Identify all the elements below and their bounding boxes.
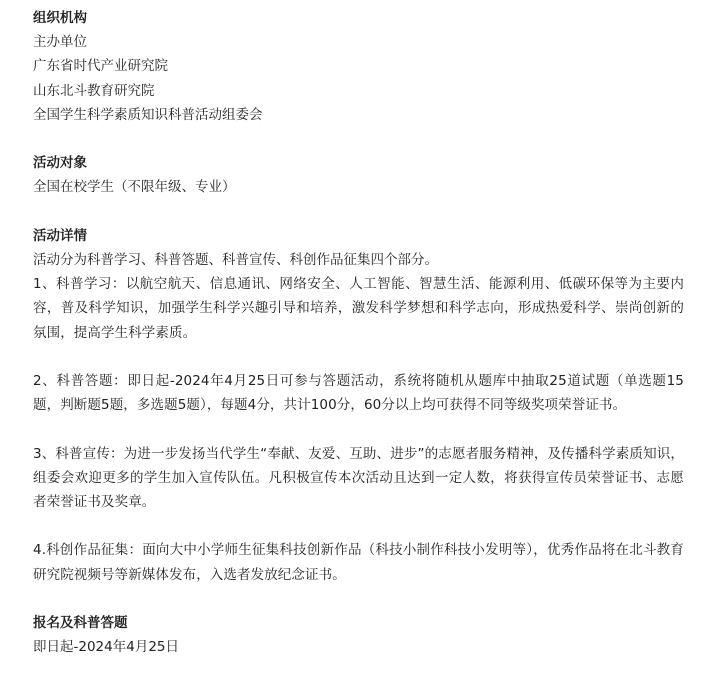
details-section-title: 活动详情 xyxy=(33,227,87,244)
target-section-title: 活动对象 xyxy=(33,155,87,172)
host-org-3: 全国学生科学素质知识科普活动组委会 xyxy=(33,106,263,123)
host-org-2: 山东北斗教育研究院 xyxy=(33,82,155,99)
signup-section-title: 报名及科普答题 xyxy=(33,614,128,631)
signup-text: 即日起-2024年4月25日 xyxy=(33,639,179,656)
spacer xyxy=(33,127,684,151)
details-item-3: 3、科普宣传：为进一步发扬当代学生“奉献、友爱、互助、进步”的志愿者服务精神，及传播科学素质知识，组委会欢迎更多的学生加入宣传队伍。凡积极宣传本次活动且达到一定人数，将获得宣传员荣誉证书、志愿者荣誉证书及奖章。 xyxy=(33,445,684,510)
target-text: 全国在校学生（不限年级、专业） xyxy=(33,179,236,196)
spacer xyxy=(33,345,684,369)
spacer xyxy=(33,417,684,441)
details-item-1: 1、科普学习：以航空航天、信息通讯、网络安全、人工智能、智慧生活、能源利用、低碳环保等为主要内容，普及科学知识，加强学生科学兴趣引导和培养，激发科学梦想和科学志向，形成热爱科学、崇尚创新的氛围，提高学生科学素质。 xyxy=(33,276,684,341)
spacer xyxy=(33,200,684,224)
details-item-2: 2、科普答题：即日起-2024年4月25日可参与答题活动，系统将随机从题库中抽取25道试题（单选题15题，判断题5题，多选题5题），每题4分，共计100分，60分以上均可获得不同等级奖项荣誉证书。 xyxy=(33,373,684,414)
spacer xyxy=(33,514,684,538)
details-intro: 活动分为科普学习、科普答题、科普宣传、科创作品征集四个部分。 xyxy=(33,252,438,268)
org-section-title: 组织机构 xyxy=(33,10,87,26)
spacer xyxy=(33,587,684,611)
host-org-1: 广东省时代产业研究院 xyxy=(33,58,168,75)
details-item-4: 4.科创作品征集：面向大中小学师生征集科技创新作品（科技小制作科技小发明等），优秀作品将在北斗教育研究院视频号等新媒体发布，入选者发放纪念证书。 xyxy=(33,542,684,583)
host-label: 主办单位 xyxy=(33,34,87,51)
